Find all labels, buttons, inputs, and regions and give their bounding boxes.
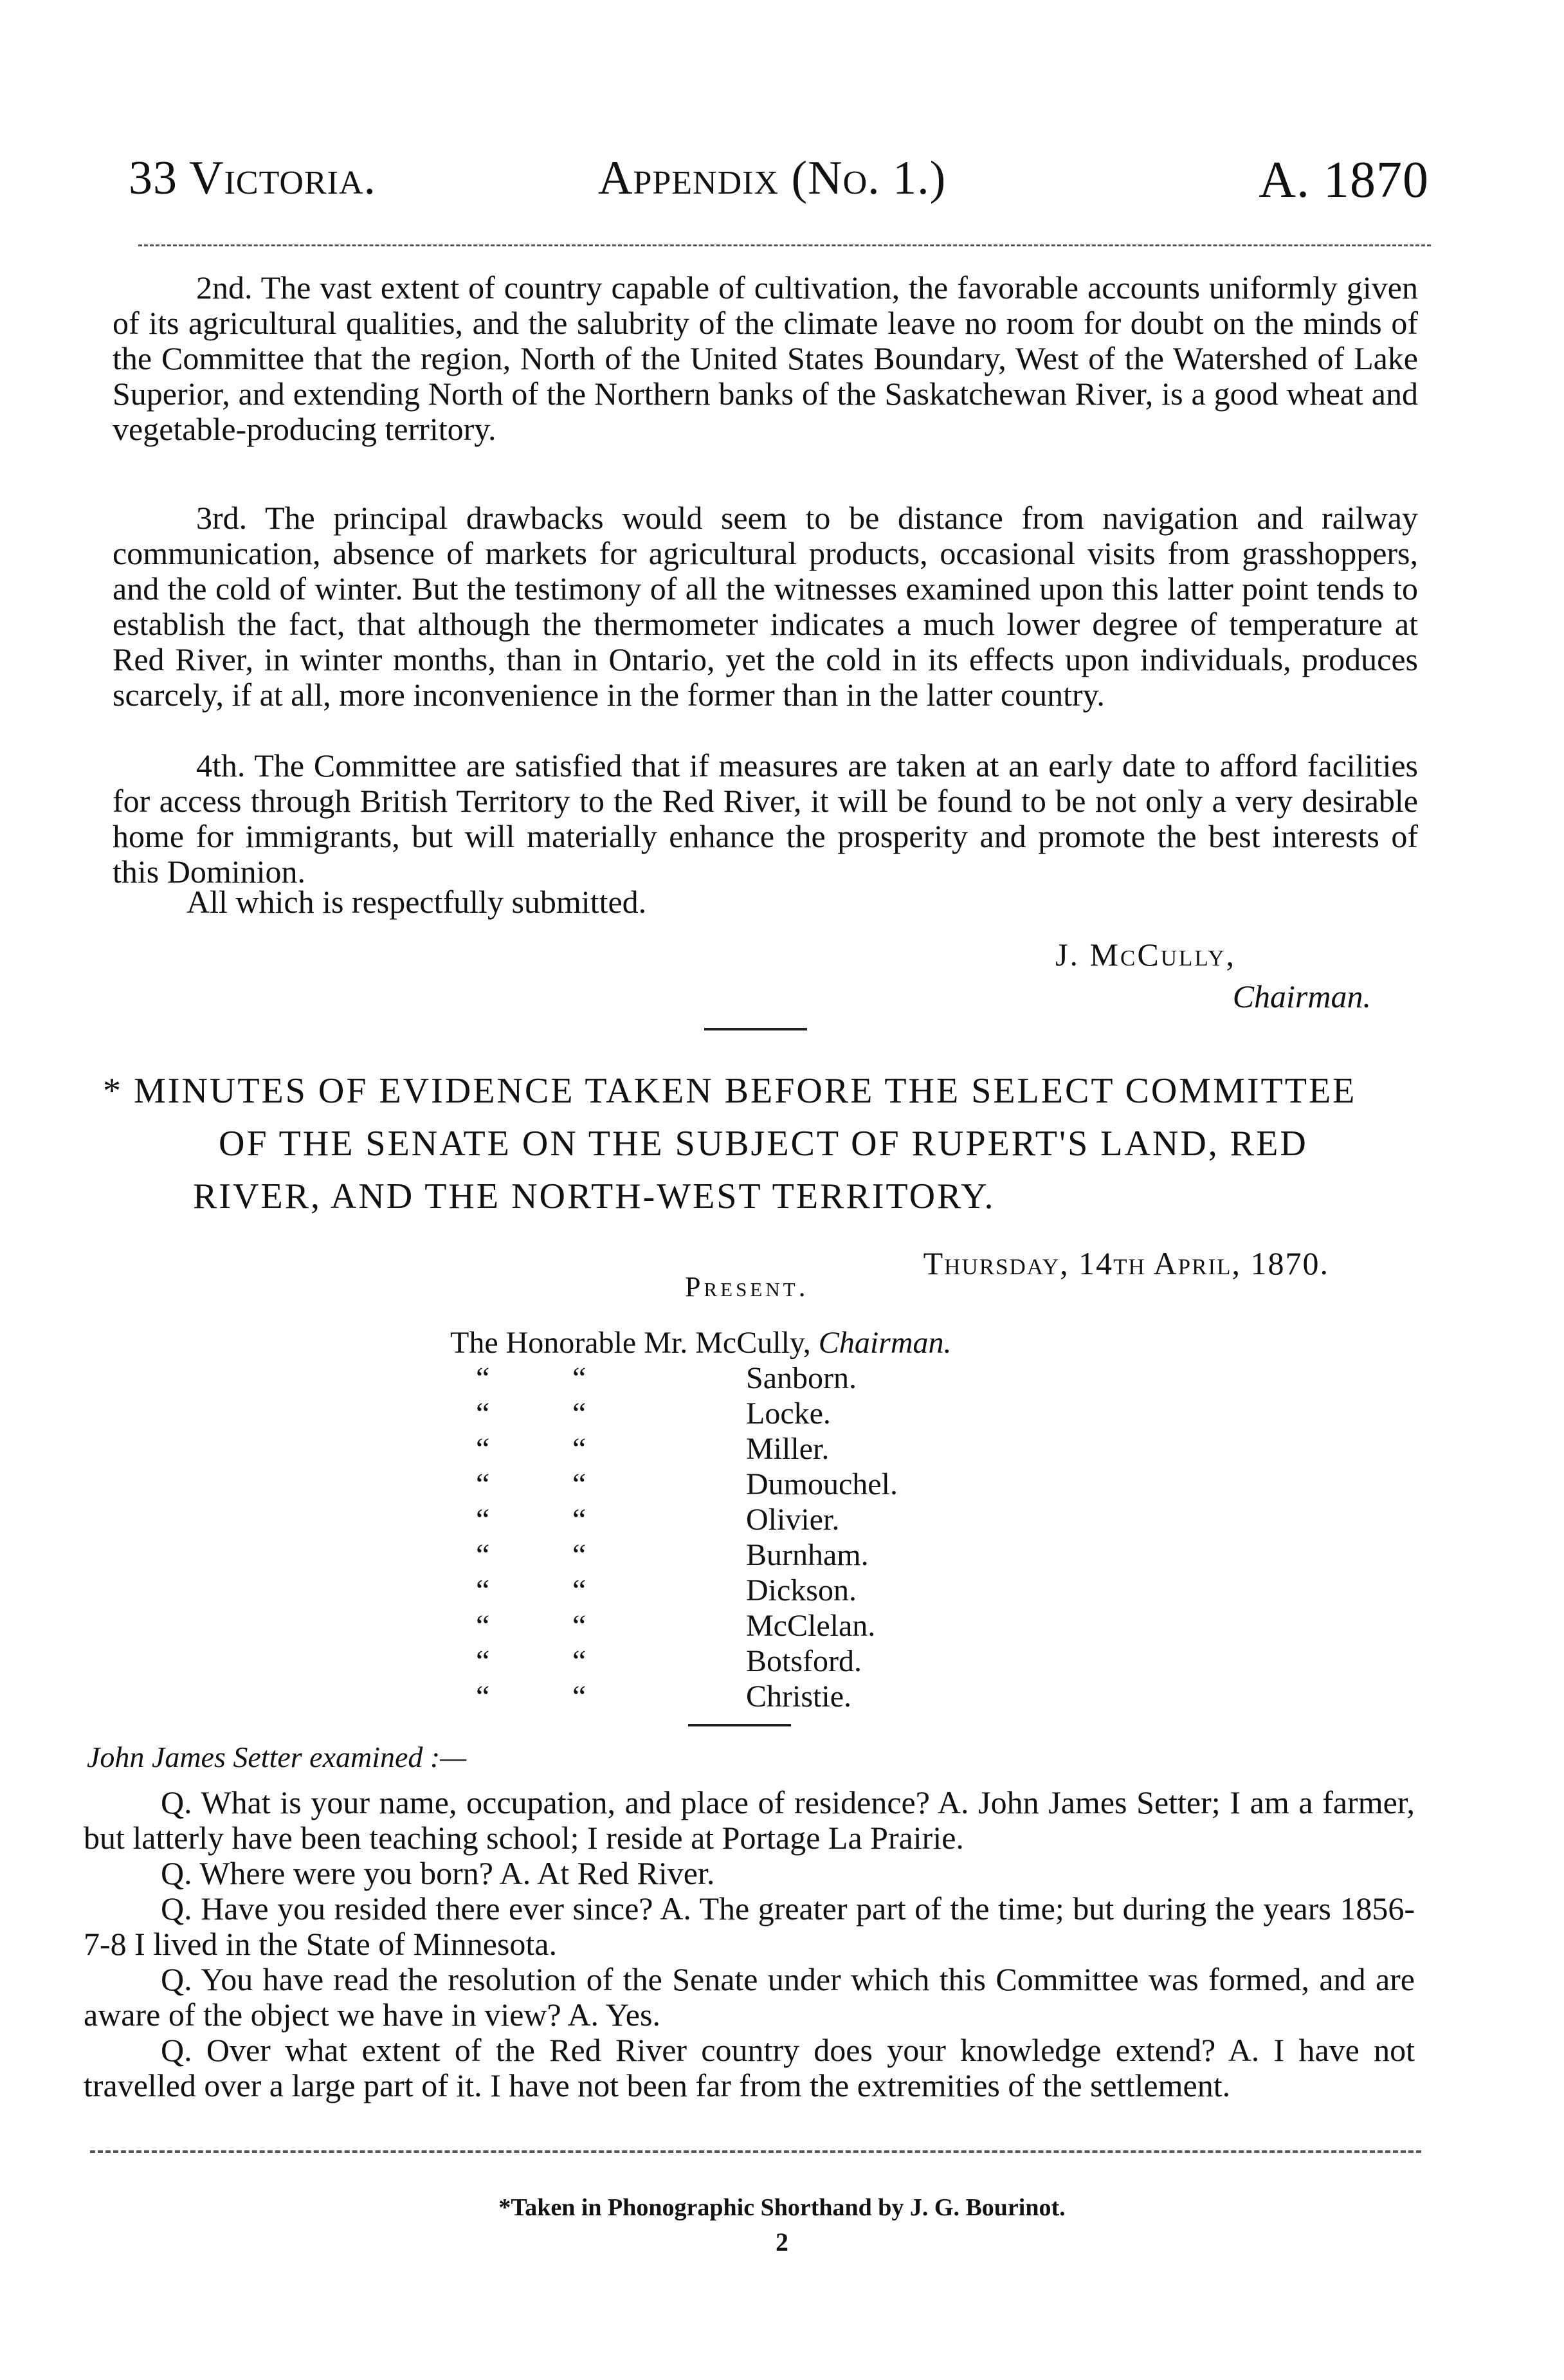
ditto-mark: “ — [476, 1573, 490, 1607]
member-lead-row — [450, 1325, 952, 1360]
ditto-mark: “ — [572, 1467, 586, 1501]
member-row — [450, 1502, 952, 1537]
member-name: Locke. — [746, 1396, 831, 1431]
member-lead-name: The Honorable Mr. McCully, — [450, 1326, 811, 1360]
section-divider — [704, 1028, 807, 1030]
ditto-mark: “ — [572, 1573, 586, 1607]
ditto-mark: “ — [476, 1432, 490, 1466]
minutes-title-line-2: OF THE SENATE ON THE SUBJECT OF RUPERT'S LAND, RED — [219, 1124, 1308, 1164]
member-row — [450, 1467, 952, 1502]
ditto-mark: “ — [476, 1538, 490, 1572]
ditto-mark: “ — [476, 1503, 490, 1537]
report-paragraph-4th: 4th. The Committee are satisfied that if measures are taken at an early date to afford facilities for access through British Territory to the Red River, it will be found to be not only a very desirable home for immigrants, but will materially enhance the prosperity and promote the best interests of this Dominion. — [113, 747, 1418, 890]
ditto-mark: “ — [476, 1609, 490, 1643]
section-divider — [688, 1724, 791, 1726]
qa-entry: Q. You have read the resolution of the Senate under which this Committee was formed, and are aware of the object we have in view? A. Yes. — [84, 1961, 1415, 2033]
ditto-mark: “ — [476, 1644, 490, 1678]
signature-role: Chairman. — [1232, 978, 1371, 1014]
present-label: Present. — [685, 1271, 809, 1303]
ditto-mark: “ — [476, 1467, 490, 1501]
member-name: Olivier. — [746, 1503, 840, 1537]
member-row — [450, 1431, 952, 1467]
members-list — [450, 1325, 952, 1714]
minutes-title-line-1: * MINUTES OF EVIDENCE TAKEN BEFORE THE SELECT COMMITTEE — [103, 1071, 1357, 1111]
header-rule — [138, 244, 1431, 246]
member-row — [450, 1360, 952, 1396]
header-year: A. 1870 — [1259, 152, 1429, 208]
ditto-mark: “ — [572, 1361, 586, 1395]
footnote-rule — [90, 2150, 1421, 2153]
member-name: Sanborn. — [746, 1361, 857, 1395]
ditto-mark: “ — [476, 1680, 490, 1714]
qa-entry: Q. Where were you born? A. At Red River. — [161, 1855, 715, 1891]
minutes-title-line-3: RIVER, AND THE NORTH-WEST TERRITORY. — [193, 1176, 996, 1216]
ditto-mark: “ — [572, 1609, 586, 1643]
ditto-mark: “ — [572, 1432, 586, 1466]
qa-entry: Q. What is your name, occupation, and place of residence? A. John James Setter; I am a farmer, but latterly have been teaching school; I reside at Portage La Prairie. — [84, 1784, 1415, 1856]
report-paragraph-2nd: 2nd. The vast extent of country capable of cultivation, the favorable accounts uniformly given of its agricultural qualities, and the salubrity of the climate leave no room for doubt on the minds of the Committee that the region, North of the United States Boundary, West of the Watershed of Lake Superior, and extending North of the Northern banks of the Saskatchewan River, is a good wheat and vegetable-producing territory. — [113, 270, 1418, 447]
header-volume: 33 Victoria. — [129, 152, 377, 205]
qa-entry: Q. Over what extent of the Red River country does your knowledge extend? A. I have not travelled over a large part of it. I have not been far from the extremities of the settlement. — [84, 2032, 1415, 2103]
member-row — [450, 1537, 952, 1573]
member-row — [450, 1396, 952, 1431]
ditto-mark: “ — [572, 1644, 586, 1678]
signature-name: J. McCully, — [1055, 937, 1236, 973]
ditto-mark: “ — [572, 1503, 586, 1537]
witness-heading: John James Setter examined :— — [87, 1741, 467, 1773]
member-row — [450, 1679, 952, 1714]
member-name: Christie. — [746, 1680, 851, 1714]
qa-entry: Q. Have you resided there ever since? A. The greater part of the time; but during the years 1856-7-8 I lived in the State of Minnesota. — [84, 1890, 1415, 1962]
member-name: Burnham. — [746, 1538, 869, 1572]
member-lead-role: Chairman. — [818, 1326, 952, 1360]
ditto-mark: “ — [476, 1396, 490, 1431]
member-row — [450, 1643, 952, 1679]
page-number: 2 — [776, 2228, 788, 2256]
ditto-mark: “ — [476, 1361, 490, 1395]
header-appendix: Appendix (No. 1.) — [598, 152, 947, 205]
ditto-mark: “ — [572, 1538, 586, 1572]
report-closing: All which is respectfully submitted. — [186, 884, 647, 920]
member-name: Dickson. — [746, 1573, 857, 1607]
ditto-mark: “ — [572, 1680, 586, 1714]
footnote: *Taken in Phonographic Shorthand by J. G. Bourinot. — [498, 2194, 1066, 2221]
member-name: McClelan. — [746, 1609, 876, 1643]
report-paragraph-3rd: 3rd. The principal drawbacks would seem to be distance from navigation and railway communication, absence of markets for agricultural products, occasional visits from grasshoppers, and the cold of winter. But the testimony of all the witnesses examined upon this latter point tends to establish the fact, that although the thermometer indicates a much lower degree of temperature at Red River, in winter months, than in Ontario, yet the cold in its effects upon individuals, produces scarcely, if at all, more inconvenience in the former than in the latter country. — [113, 500, 1418, 713]
member-row — [450, 1608, 952, 1643]
ditto-mark: “ — [572, 1396, 586, 1431]
member-row — [450, 1573, 952, 1608]
member-name: Dumouchel. — [746, 1467, 898, 1501]
meeting-date: Thursday, 14th April, 1870. — [923, 1245, 1329, 1281]
member-name: Botsford. — [746, 1644, 862, 1678]
member-name: Miller. — [746, 1432, 830, 1466]
minutes-title — [103, 1065, 1428, 1223]
